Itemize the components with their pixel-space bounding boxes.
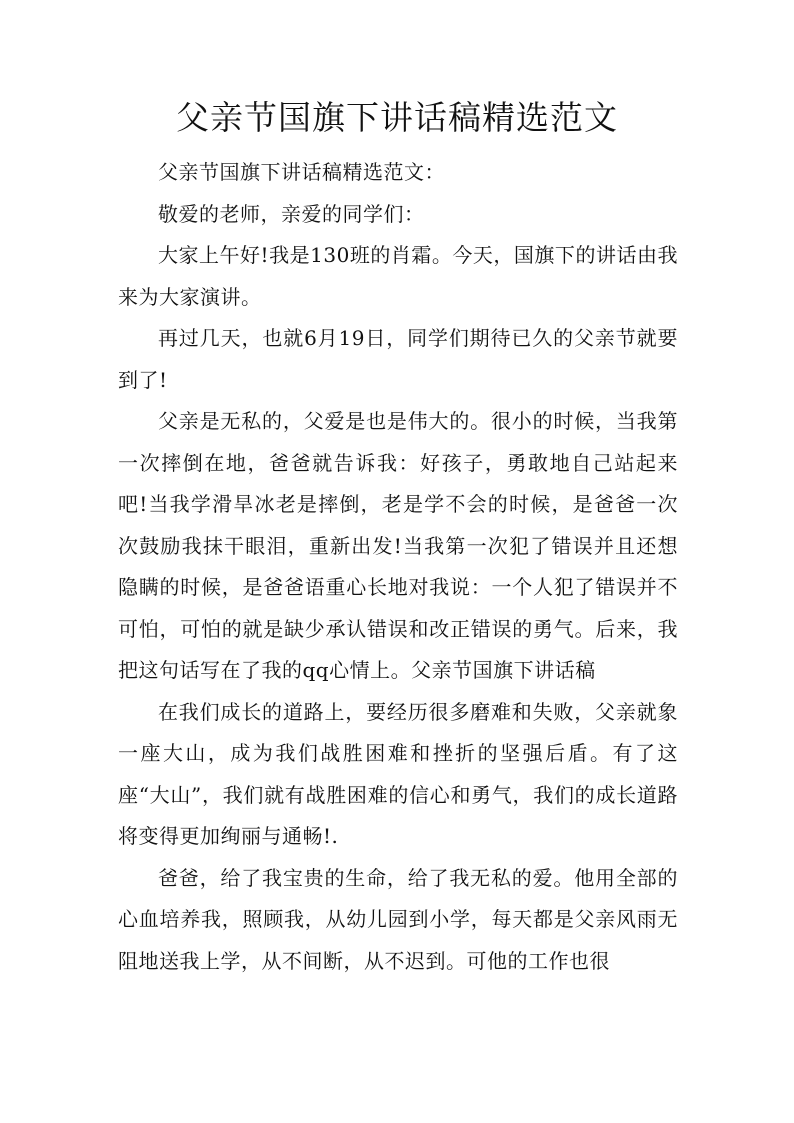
paragraph-1: 父亲节国旗下讲话稿精选范文： <box>158 160 445 184</box>
document-title: 父亲节国旗下讲话稿精选范文 <box>176 98 618 137</box>
paragraph-7: 爸爸，给了我宝贵的生命，给了我无私的爱。他用全部的心血培养我，照顾我，从幼儿园到小学，每天都是父亲风雨无阻地送我上学，从不间断，从不迟到。可他的工作也很 <box>118 865 678 973</box>
paragraph-6: 在我们成长的道路上，要经历很多磨难和失败，父亲就象一座大山，成为我们战胜困难和挫折的坚强后盾。有了这座“大山”，我们就有战胜困难的信心和勇气，我们的成长道路将变得更加绚丽与通畅!. <box>118 699 678 848</box>
paragraph-2: 敬爱的老师，亲爱的同学们： <box>158 201 425 226</box>
paragraph-3: 大家上午好!我是130班的肖霜。今天，国旗下的讲话由我来为大家演讲。 <box>118 243 678 309</box>
paragraph-4: 再过几天，也就6月19日，同学们期待已久的父亲节就要到了! <box>118 326 678 392</box>
document-body <box>118 152 678 982</box>
paragraph-5: 父亲是无私的，父爱是也是伟大的。很小的时候，当我第一次摔倒在地，爸爸就告诉我：好孩子，勇敢地自己站起来吧!当我学滑旱冰老是摔倒，老是学不会的时候，是爸爸一次次鼓励我抹干眼泪，重新出发!当我第一次犯了错误并且还想隐瞒的时候，是爸爸语重心长地对我说：一个人犯了错误并不可怕，可怕的就是缺少承认错误和改正错误的勇气。后来，我把这句话写在了我的qq心情上。父亲节国旗下讲话稿 <box>118 409 678 682</box>
